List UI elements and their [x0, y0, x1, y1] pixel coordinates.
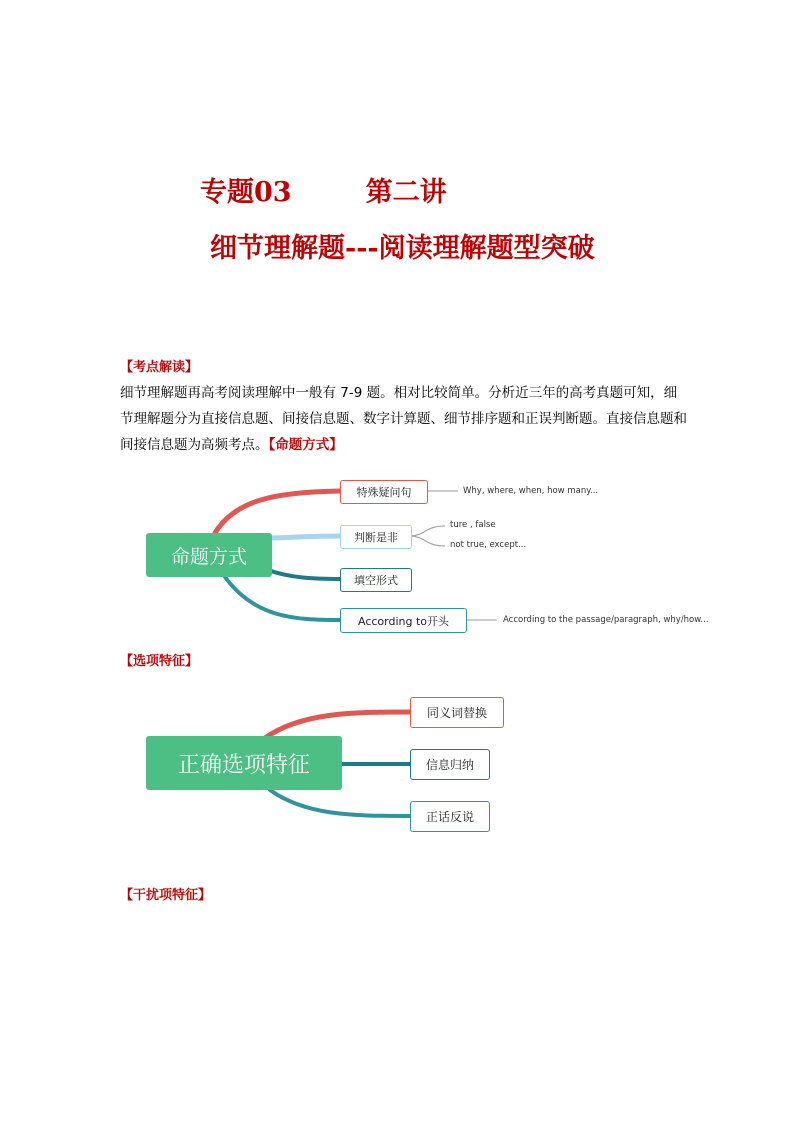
- note-line-2a: [410, 526, 445, 536]
- section-heading-exam-points: 【考点解读】: [120, 360, 199, 375]
- topic-number: 专题03: [200, 177, 292, 208]
- connector-branch-1: [215, 491, 340, 533]
- section-heading-question-forms: 【命题方式】: [268, 437, 343, 453]
- note-line-2b: [410, 536, 445, 546]
- mindmap1-note-4: According to the passage/paragraph, why/how...: [503, 615, 709, 625]
- mindmap2-root: 正确选项特征: [146, 736, 342, 790]
- mindmap1-note-2a: ture , false: [450, 520, 496, 530]
- connector-branch-4: [225, 577, 340, 620]
- connector-branch-3: [268, 570, 340, 579]
- paragraph-text: 细节理解题再高考阅读理解中一般有 7-9 题。相对比较简单。分析近三年的高考真题可知，细节理解题分为直接信息题、间接信息题、数字计算题、细节排序题和正误判断题。直接信息题和间接信息题为高频考点。: [120, 385, 687, 453]
- mindmap2-branch-summarize: 信息归纳: [410, 749, 490, 780]
- mindmap1-branch-special-questions: 特殊疑问句: [340, 480, 428, 504]
- mindmap1-note-1: Why, where, when, how many...: [463, 486, 599, 496]
- mindmap2-branch-paraphrase: 正话反说: [410, 801, 490, 832]
- mindmap2-branch-synonym: 同义词替换: [410, 697, 504, 728]
- mindmap1-branch-fill-in: 填空形式: [340, 568, 412, 592]
- section-heading-distractor-features: 【干扰项特征】: [120, 888, 212, 903]
- mindmap1-branch-according-to: According to开头: [340, 608, 467, 633]
- mindmap1-root: 命题方式: [146, 533, 272, 577]
- section-heading-option-features: 【选项特征】: [120, 654, 199, 669]
- connector2-branch-1: [265, 712, 410, 738]
- connector-branch-2: [270, 536, 340, 538]
- mindmap1-note-2b: not true, except...: [450, 540, 527, 550]
- page-title-line2: 细节理解题---阅读理解题型突破: [210, 233, 595, 264]
- connector2-branch-3: [270, 790, 410, 816]
- mindmap1-branch-true-false: 判断是非: [340, 525, 412, 549]
- lecture-number: 第二讲: [365, 177, 447, 208]
